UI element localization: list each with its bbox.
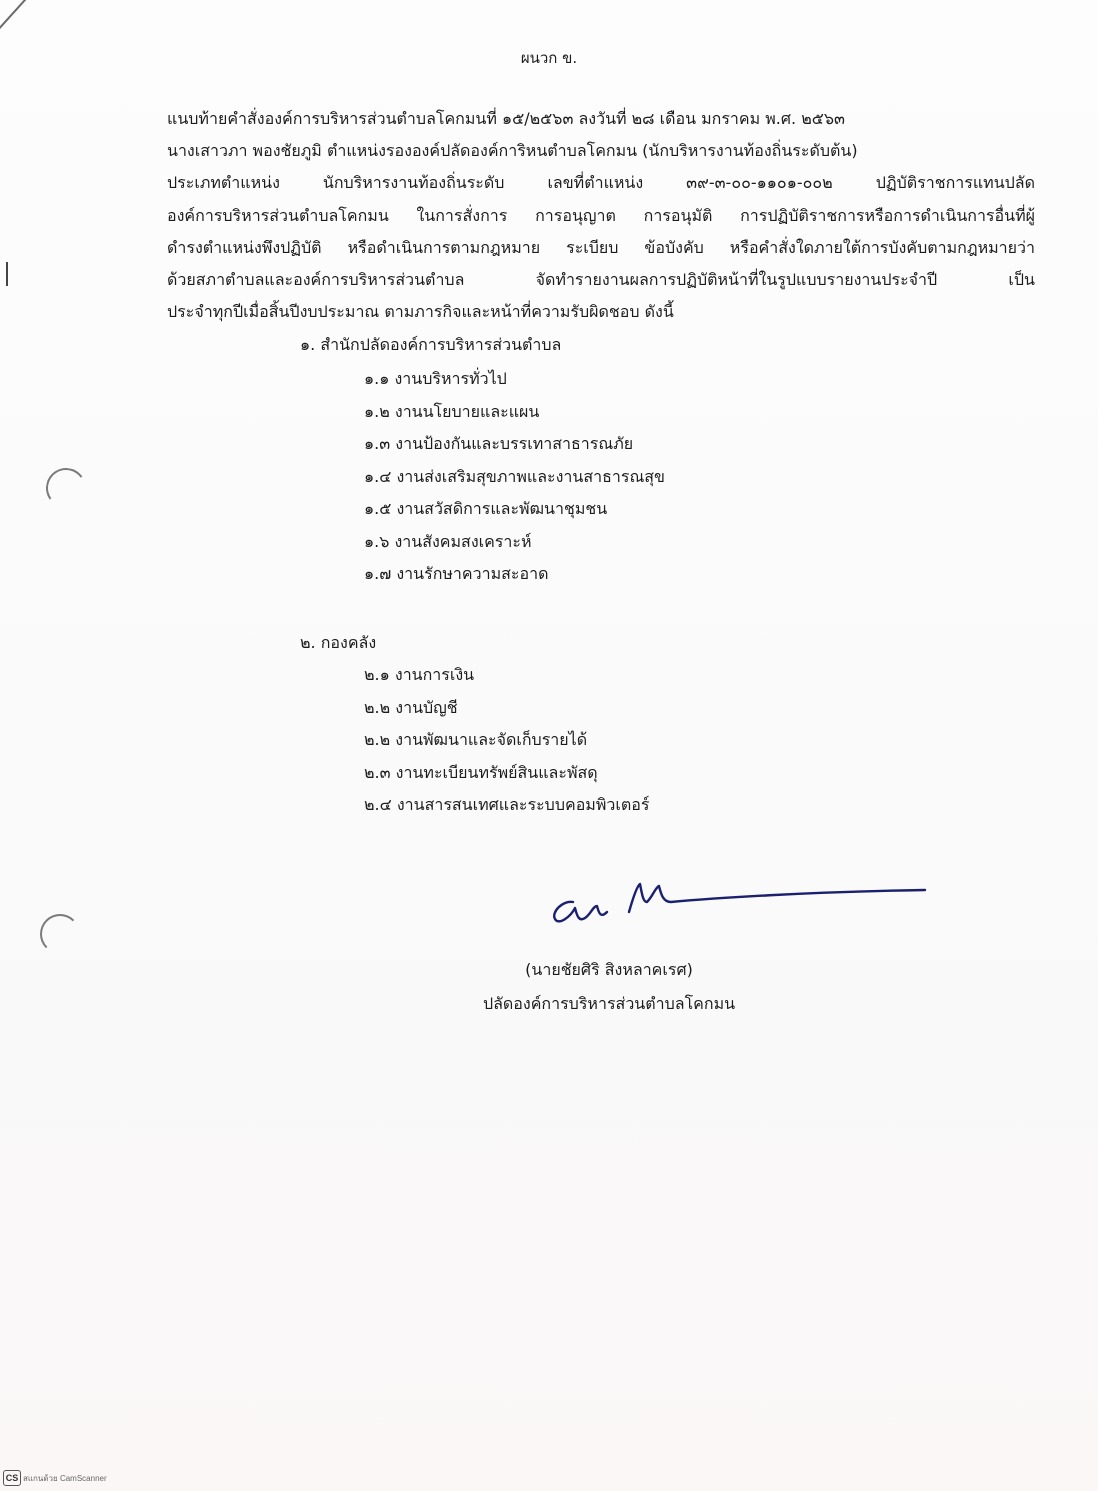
paragraph-line: ประจำทุกปีเมื่อสิ้นปีงบประมาณ ตามภารกิจและหน้าที่ความรับผิดชอบ ดังนี้	[167, 302, 674, 322]
list-item: ๑.๑ งานบริหารทั่วไป	[364, 369, 507, 388]
list-item: ๑.๕ งานสวัสดิการและพัฒนาชุมชน	[364, 499, 608, 518]
paragraph-line: องค์การบริหารส่วนตำบลโคกมน ในการสั่งการ การอนุญาต การอนุมัติ การปฏิบัติราชการหรือการดำเนินการอื่นที่ผู้	[167, 205, 1035, 225]
list-item: ๑.๓ งานป้องกันและบรรเทาสาธารณภัย	[364, 434, 634, 453]
camscanner-caption: สแกนด้วย CamScanner	[23, 1474, 107, 1483]
list-item: ๒.๓ งานทะเบียนทรัพย์สินและพัสดุ	[364, 762, 598, 782]
paragraph-line: ประเภทตำแหน่ง นักบริหารงานท้องถิ่นระดับ เลขที่ตำแหน่ง ๓๙-๓-๐๐-๑๑๐๑-๐๐๒ ปฏิบัติราชการแทนปลัด	[167, 173, 1035, 193]
handwritten-signature	[545, 872, 945, 932]
list-item: ๒.๒ งานบัญชี	[364, 697, 458, 717]
paragraph-line: ด้วยสภาตำบลและองค์การบริหารส่วนตำบล จัดทำรายงานผลการปฏิบัติหน้าที่ในรูปแบบรายงานประจำปี เป็น	[167, 270, 1035, 290]
paragraph-line: แนบท้ายคำสั่งองค์การบริหารส่วนตำบลโคกมนที่ ๑๕/๒๕๖๓ ลงวันที่ ๒๘ เดือน มกราคม พ.ศ. ๒๕๖๓	[167, 109, 845, 128]
section-2-title: ๒. กองคลัง	[300, 633, 377, 652]
list-item: ๑.๗ งานรักษาความสะอาด	[364, 564, 549, 583]
list-item: ๒.๒ งานพัฒนาและจัดเก็บรายได้	[364, 730, 588, 749]
paragraph-line: ดำรงตำแหน่งพึงปฏิบัติ หรือดำเนินการตามกฎหมาย ระเบียบ ข้อบังคับ หรือคำสั่งใดภายใต้การบังคับตามกฎหมายว่า	[167, 237, 1035, 257]
signer-position: ปลัดองค์การบริหารส่วนตำบลโคกมน	[482, 994, 736, 1013]
list-item: ๒.๔ งานสารสนเทศและระบบคอมพิวเตอร์	[364, 795, 650, 814]
list-item: ๒.๑ งานการเงิน	[364, 665, 475, 684]
paragraph-line: นางเสาวภา พองชัยภูมิ ตำแหน่งรององค์ปลัดองค์การิหนตำบลโคกมน (นักบริหารงานท้องถิ่นระดับต้น)	[167, 141, 858, 161]
list-item: ๑.๖ งานสังคมสงเคราะห์	[364, 531, 532, 551]
section-2-list	[364, 659, 649, 822]
order-paragraph	[167, 103, 1035, 328]
signer-name: (นายชัยศิริ สิงหลาคเรศ)	[525, 960, 693, 979]
list-item: ๑.๔ งานส่งเสริมสุขภาพและงานสาธารณสุข	[364, 466, 665, 486]
section-1-list	[364, 363, 665, 591]
camscanner-logo: CS	[3, 1470, 21, 1486]
list-item: ๑.๒ งานนโยบายและแผน	[364, 401, 540, 421]
section-1-title: ๑. สำนักปลัดองค์การบริหารส่วนตำบล	[300, 335, 562, 354]
edge-mark	[6, 262, 8, 286]
punch-hole-mark	[43, 465, 89, 511]
punch-hole-mark	[40, 914, 80, 954]
appendix-heading: ผนวก ข.	[520, 49, 578, 67]
